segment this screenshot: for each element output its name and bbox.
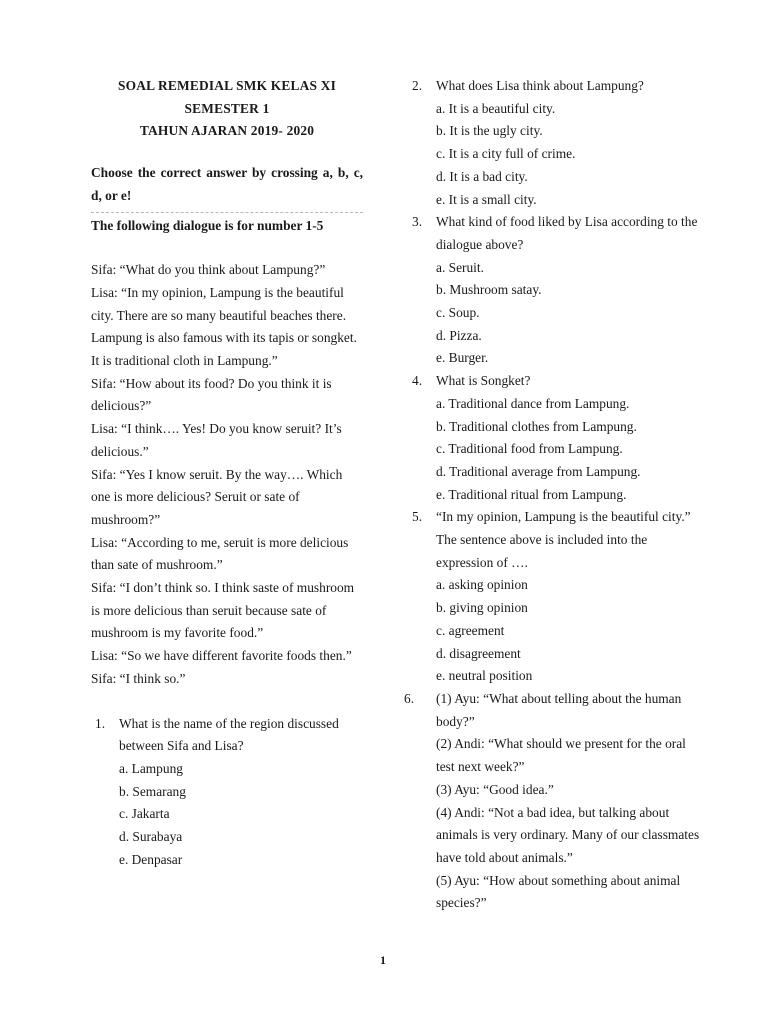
dialogue-line: Sifa: “What do you think about Lampung?” [91,262,326,278]
answer-option[interactable]: c. It is a city full of crime. [436,146,576,162]
answer-option[interactable]: c. Traditional food from Lampung. [436,441,623,457]
answer-option[interactable]: d. Surabaya [119,829,183,845]
question-3 [410,211,700,370]
dialogue-line: Sifa: “I think so.” [91,670,186,686]
answer-option[interactable]: b. Mushroom satay. [436,282,542,298]
answer-option[interactable]: b. Traditional clothes from Lampung. [436,418,637,434]
divider [91,212,363,213]
question-number: 1. [95,715,106,731]
answer-option[interactable]: a. It is a beautiful city. [436,100,556,116]
question-2 [410,75,700,211]
answer-option[interactable]: c. agreement [436,622,505,638]
instructions: Choose the correct answer by crossing a, b, c, d, or e! [91,164,363,203]
answer-option[interactable]: d. disagreement [436,645,521,661]
answer-option[interactable]: a. asking opinion [436,577,528,593]
header-line-3: TAHUN AJARAN 2019- 2020 [139,123,315,138]
dialogue-heading: The following dialogue is for number 1-5 [91,217,324,233]
right-column [404,75,700,915]
dialogue-line: Sifa: “How about its food? Do you think it is delicious?” [91,375,332,414]
question-6 [404,688,700,915]
answer-option[interactable]: e. Traditional ritual from Lampung. [436,486,627,502]
header-line-2: SEMESTER 1 [184,100,270,116]
dialogue-line: (1) Ayu: “What about telling about the human body?” [436,690,682,729]
header-line-1: SOAL REMEDIAL SMK KELAS XI [117,78,336,93]
question-number: 4. [412,373,423,389]
dialogue-line: Lisa: “According to me, seruit is more delicious than sate of mushroom.” [91,534,349,573]
question-text: What is Songket? [436,373,531,389]
answer-option[interactable]: d. Pizza. [436,327,482,343]
answer-option[interactable]: a. Lampung [119,760,183,776]
dialogue-line: Sifa: “I don’t think so. I think saste of mushroom is more delicious than seruit because sate of mushroom is my favorite food.” [91,580,355,641]
dialogue-line: Lisa: “In my opinion, Lampung is the beautiful city. There are so many beautiful beaches there. Lampung is also famous with its tapis or songket. It is traditional cloth in Lampung.” [91,284,357,369]
dialogue-line: (2) Andi: “What should we present for the oral test next week?” [436,736,686,775]
answer-option[interactable]: a. Seruit. [436,259,484,275]
answer-option[interactable]: c. Soup. [436,305,480,321]
answer-option[interactable]: b. giving opinion [436,600,528,616]
dialogue [91,259,363,690]
dialogue-line: (4) Andi: “Not a bad idea, but talking about animals is very ordinary. Many of our classmates have told about animals.” [436,804,700,865]
question-text: What is the name of the region discussed between Sifa and Lisa? [119,715,339,754]
question-text: What kind of food liked by Lisa according to the dialogue above? [436,214,698,252]
answer-option[interactable]: b. Semarang [119,783,186,799]
page-number: 1 [380,953,386,967]
answer-option[interactable]: e. Burger. [436,350,489,366]
question-1 [91,713,363,872]
answer-option[interactable]: e. neutral position [436,668,533,684]
dialogue-line: (5) Ayu: “How about something about animal species?” [436,872,681,911]
answer-option[interactable]: d. It is a bad city. [436,168,528,184]
dialogue-line: Lisa: “So we have different favorite foods then.” [91,648,352,664]
dialogue-line: (3) Ayu: “Good idea.” [436,781,554,797]
question-text: “In my opinion, Lampung is the beautiful city.” [436,509,691,525]
question-number: 2. [412,78,423,93]
answer-option[interactable]: e. Denpasar [119,851,183,867]
answer-option[interactable]: d. Traditional average from Lampung. [436,463,641,479]
answer-option[interactable]: a. Traditional dance from Lampung. [436,395,630,411]
answer-option[interactable]: b. It is the ugly city. [436,123,543,139]
question-text-2: The sentence above is included into the expression of …. [436,532,648,570]
answer-option[interactable]: e. It is a small city. [436,191,537,207]
dialogue-line: Sifa: “Yes I know seruit. By the way…. Which one is more delicious? Seruit or sate of mushroom?” [91,466,343,527]
question-5 [410,506,700,688]
question-number: 3. [412,214,423,230]
left-column [91,75,363,871]
question-text: What does Lisa think about Lampung? [436,78,644,93]
answer-option[interactable]: c. Jakarta [119,806,170,822]
question-number: 5. [412,509,423,525]
dialogue-line: Lisa: “I think…. Yes! Do you know seruit? It’s delicious.” [91,421,342,459]
question-4 [410,370,700,506]
question-number: 6. [404,690,415,706]
